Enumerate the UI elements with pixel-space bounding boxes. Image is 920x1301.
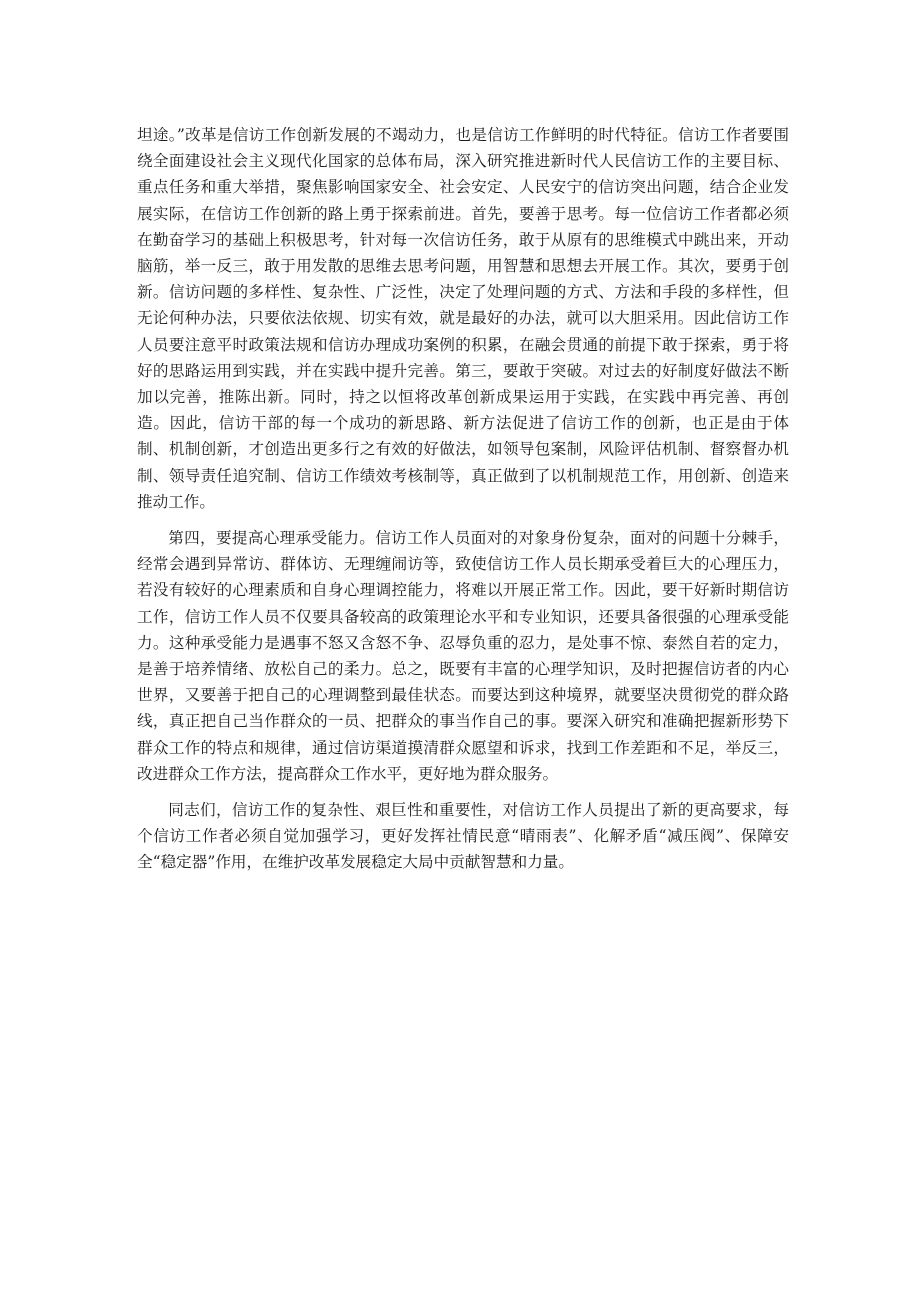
paragraph-conclusion: 同志们，信访工作的复杂性、艰巨性和重要性，对信访工作人员提出了新的更高要求，每个信访工作者必须自觉加强学习，更好发挥社情民意“晴雨表”、化解矛盾“减压阀”、保障安全“稳定器”作用，在维护改革发展稳定大局中贡献智慧和力量。 (137, 801, 789, 872)
document-body (137, 122, 789, 886)
paragraph-continuation: 坦途。”改革是信访工作创新发展的不竭动力，也是信访工作鲜明的时代特征。信访工作者要围绕全面建设社会主义现代化国家的总体布局，深入研究推进新时代人民信访工作的主要目标、重点任务和重大举措，聚焦影响国家安全、社会安定、人民安宁的信访突出问题，结合企业发展实际，在信访工作创新的路上勇于探索前进。首先，要善于思考。每一位信访工作者都必须在勤奋学习的基础上积极思考，针对每一次信访任务，敢于从原有的思维模式中跳出来，开动脑筋，举一反三，敢于用发散的思维去思考问题，用智慧和思想去开展工作。其次，要勇于创新。信访问题的多样性、复杂性、广泛性，决定了处理问题的方式、方法和手段的多样性，但无论何种办法，只要依法依规、切实有效，就是最好的办法，就可以大胆采用。因此信访工作人员要注意平时政策法规和信访办理成功案例的积累，在融会贯通的前提下敢于探索，勇于将好的思路运用到实践，并在实践中提升完善。第三，要敢于突破。对过去的好制度好做法不断加以完善，推陈出新。同时，持之以恒将改革创新成果运用于实践，在实践中再完善、再创造。因此，信访干部的每一个成功的新思路、新方法促进了信访工作的创新，也正是由于体制、机制创新，才创造出更多行之有效的好做法，如领导包案制，风险评估机制、督察督办机制、领导责任追究制、信访工作绩效考核制等，真正做到了以机制规范工作，用创新、创造来推动工作。 (137, 126, 789, 511)
paragraph-psychological-capacity: 第四，要提高心理承受能力。信访工作人员面对的对象身份复杂，面对的问题十分棘手，经常会遇到异常访、群体访、无理缠闹访等，致使信访工作人员长期承受着巨大的心理压力，若没有较好的心理素质和自身心理调控能力，将难以开展正常工作。因此，要干好新时期信访工作，信访工作人员不仅要具备较高的政策理论水平和专业知识，还要具备很强的心理承受能力。这种承受能力是遇事不怒又含怒不争、忍辱负重的忍力，是处事不惊、泰然自若的定力，是善于培养情绪、放松自己的柔力。总之，既要有丰富的心理学知识，及时把握信访者的内心世界，又要善于把自己的心理调整到最佳状态。而要达到这种境界，就要坚决贯彻党的群众路线，真正把自己当作群众的一员、把群众的事当作自己的事。要深入研究和准确把握新形势下群众工作的特点和规律，通过信访渠道摸清群众愿望和诉求，找到工作差距和不足，举反三，改进群众工作方法，提高群众工作水平，更好地为群众服务。 (137, 529, 789, 783)
